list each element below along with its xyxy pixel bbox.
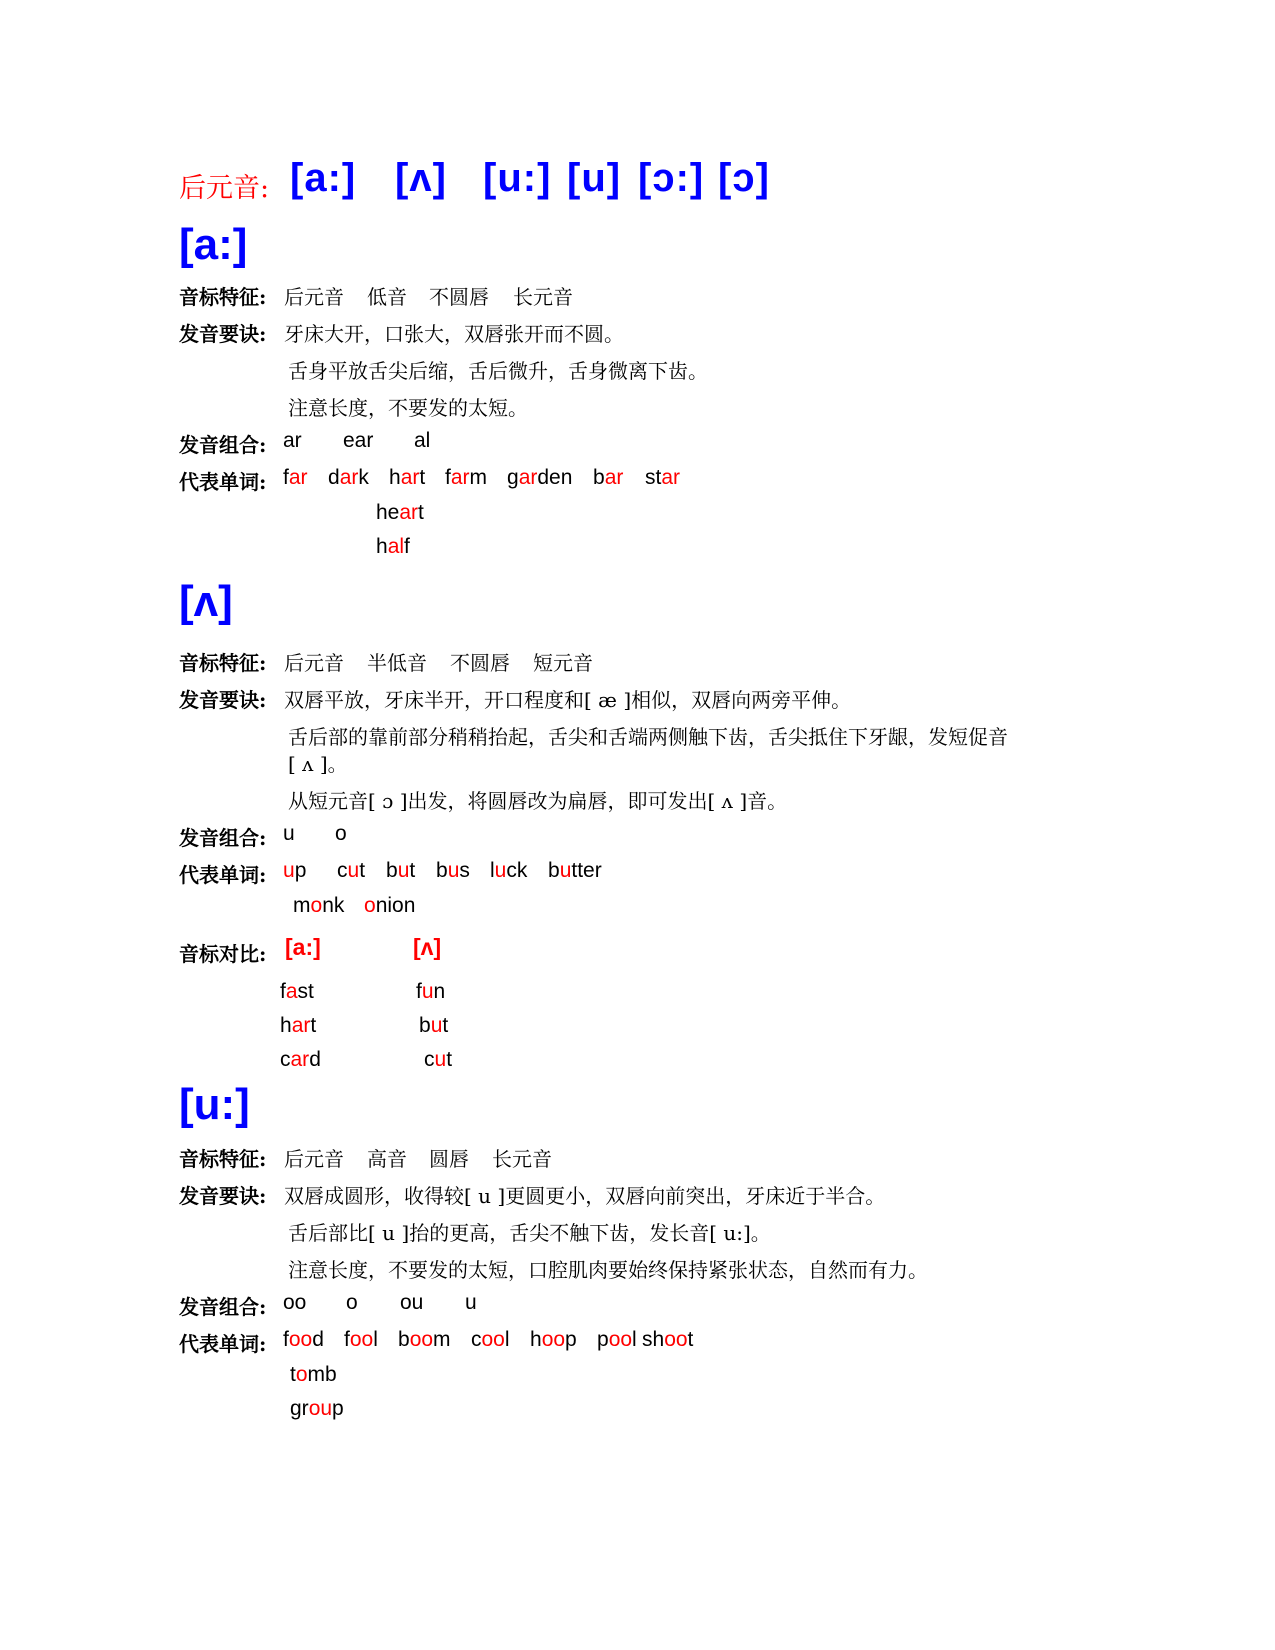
tip-line: 牙床大开，口张大，双唇张开而不圆。 xyxy=(284,322,624,346)
header-symbol-o-short: [ɔ] xyxy=(718,156,770,200)
feature-item: 后元音 xyxy=(284,285,344,309)
example-word: monk xyxy=(293,894,345,917)
feature-item: 后元音 xyxy=(284,651,344,675)
example-word: onion xyxy=(364,894,416,917)
combo-item: al xyxy=(414,429,431,452)
features-label: 音标特征: xyxy=(179,1147,267,1171)
combo-item: u xyxy=(465,1291,477,1314)
example-word: heart xyxy=(376,501,424,524)
feature-item: 半低音 xyxy=(367,651,427,675)
words-label: 代表单词: xyxy=(179,470,267,494)
example-word: hoop xyxy=(530,1328,577,1351)
example-word: butter xyxy=(548,859,602,882)
compare-word-left: fast xyxy=(280,980,314,1003)
tip-line: 舌身平放舌尖后缩，舌后微升，舌身微离下齿。 xyxy=(288,359,708,383)
combos-label: 发音组合: xyxy=(179,433,267,457)
combo-item: ou xyxy=(400,1291,424,1314)
example-word: bar xyxy=(593,466,624,489)
example-word: dark xyxy=(328,466,369,489)
feature-item: 不圆唇 xyxy=(450,651,510,675)
tips-label: 发音要诀: xyxy=(179,1184,267,1208)
tip-line: 注意长度，不要发的太短，口腔肌肉要始终保持紧张状态，自然而有力。 xyxy=(288,1258,928,1282)
example-word: star xyxy=(645,466,681,489)
example-word: fool xyxy=(344,1328,378,1351)
tip-line: 舌后部比[ u ]抬的更高，舌尖不触下齿，发长音[ u:]。 xyxy=(288,1221,771,1245)
header-symbol-u-short: [u] xyxy=(567,156,622,200)
feature-item: 圆唇 xyxy=(429,1147,469,1171)
feature-item: 长元音 xyxy=(492,1147,552,1171)
header-symbol-o-long: [ɔ:] xyxy=(638,156,705,200)
features-label: 音标特征: xyxy=(179,285,267,309)
feature-item: 不圆唇 xyxy=(429,285,489,309)
tip-line: 舌后部的靠前部分稍稍抬起，舌尖和舌端两侧触下齿，舌尖抵住下牙龈，发短促音 xyxy=(288,725,1008,749)
words-label: 代表单词: xyxy=(179,1332,267,1356)
example-word: food xyxy=(283,1328,324,1351)
section-heading-u-long: [u:] xyxy=(179,1080,250,1129)
example-word: boom xyxy=(398,1328,451,1351)
example-word: up xyxy=(283,859,307,882)
tip-line: 从短元音[ ɔ ]出发，将圆唇改为扁唇，即可发出[ ʌ ]音。 xyxy=(288,789,788,813)
compare-label: 音标对比: xyxy=(179,942,267,966)
combo-item: u xyxy=(283,822,295,845)
compare-word-right: fun xyxy=(416,980,446,1003)
compare-word-right: cut xyxy=(424,1048,453,1071)
example-word: but xyxy=(386,859,416,882)
feature-item: 后元音 xyxy=(284,1147,344,1171)
section-heading-wedge: [ʌ] xyxy=(179,577,233,626)
words-label: 代表单词: xyxy=(179,863,267,887)
example-word: half xyxy=(376,535,410,558)
example-word: pool xyxy=(597,1328,637,1351)
compare-word-right: but xyxy=(419,1014,449,1037)
feature-item: 低音 xyxy=(367,285,407,309)
compare-word-left: card xyxy=(280,1048,321,1071)
section-heading-a-long: [a:] xyxy=(179,220,248,269)
features-label: 音标特征: xyxy=(179,651,267,675)
compare-head-wedge: [ʌ] xyxy=(413,934,442,960)
example-word: bus xyxy=(436,859,470,882)
compare-head-a-long: [a:] xyxy=(285,934,321,960)
feature-item: 短元音 xyxy=(533,651,593,675)
tip-line: 双唇成圆形，收得较[ u ]更圆更小，双唇向前突出，牙床近于半合。 xyxy=(284,1184,886,1208)
example-word: cut xyxy=(337,859,366,882)
feature-item: 高音 xyxy=(367,1147,407,1171)
page-title-label: 后元音: xyxy=(179,173,270,204)
tip-line: 双唇平放，牙床半开，开口程度和[ æ ]相似，双唇向两旁平伸。 xyxy=(284,688,852,712)
tip-line: 注意长度，不要发的太短。 xyxy=(288,396,528,420)
example-word: far xyxy=(283,466,308,489)
combos-label: 发音组合: xyxy=(179,826,267,850)
example-word: tomb xyxy=(290,1363,337,1386)
combo-item: ear xyxy=(343,429,374,452)
combo-item: oo xyxy=(283,1291,307,1314)
example-word: farm xyxy=(445,466,488,489)
header-symbol-wedge: [ʌ] xyxy=(395,156,447,200)
example-word: shoot xyxy=(642,1328,694,1351)
example-word: luck xyxy=(490,859,528,882)
combo-item: o xyxy=(346,1291,358,1314)
combo-item: o xyxy=(335,822,347,845)
combos-label: 发音组合: xyxy=(179,1295,267,1319)
header-symbol-a-long: [a:] xyxy=(290,156,357,200)
compare-word-left: hart xyxy=(280,1014,317,1037)
tips-label: 发音要诀: xyxy=(179,688,267,712)
example-word: garden xyxy=(507,466,573,489)
feature-item: 长元音 xyxy=(513,285,573,309)
header-symbol-u-long: [u:] xyxy=(483,156,552,200)
tips-label: 发音要诀: xyxy=(179,322,267,346)
combo-item: ar xyxy=(283,429,302,452)
example-word: hart xyxy=(389,466,426,489)
example-word: group xyxy=(290,1397,344,1420)
example-word: cool xyxy=(471,1328,510,1351)
tip-line: [ ʌ ]。 xyxy=(288,752,348,776)
